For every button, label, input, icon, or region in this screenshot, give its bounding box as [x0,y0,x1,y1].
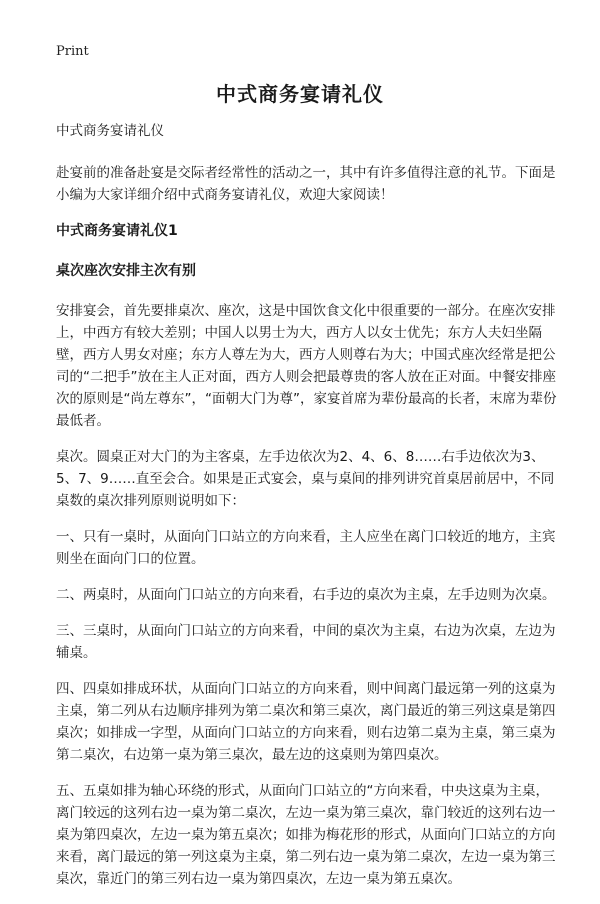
body-paragraph-6: 四、四桌如排成环状，从面向门口站立的方向来看，则中间离门最远第一列的这桌为主桌，第二列从右边顺序排列为第二桌次和第三桌次，离门最近的第三列这桌是第四桌次；如排成一字型，从面向门口站立的方向来看，则右边第二桌为主桌，第三桌为第二桌次，右边第一桌为第三桌次，最左边的这桌则为第四桌次。 [56,681,556,763]
intro-paragraph: 赴宴前的准备赴宴是交际者经常性的活动之一，其中有许多值得注意的礼节。下面是小编为大家详细介绍中式商务宴请礼仪，欢迎大家阅读！ [56,165,556,203]
section-heading: 中式商务宴请礼仪1 [56,223,178,239]
body-paragraph-5: 三、三桌时，从面向门口站立的方向来看，中间的桌次为主桌，右边为次桌，左边为辅桌。 [56,623,556,661]
body-paragraph-2: 桌次。圆桌正对大门的为主客桌，左手边依次为2、4、6、8……右手边依次为3、5、7、9……直至会合。如果是正式宴会，桌与桌间的排列讲究首桌居前居中，不同桌数的桌次排列原则说明如下： [56,449,555,509]
page-title: 中式商务宴请礼仪 [216,82,384,106]
body-paragraph-4: 二、两桌时，从面向门口站立的方向来看，右手边的桌次为主桌，左手边则为次桌。 [56,587,556,603]
body-paragraph-3: 一、只有一桌时，从面向门口站立的方向来看，主人应坐在离门口较近的地方，主宾则坐在面向门口的位置。 [56,529,556,567]
article-body [56,120,560,904]
print-link[interactable]: Print [56,44,89,59]
sub-heading: 桌次座次安排主次有别 [56,263,196,279]
article-subtitle: 中式商务宴请礼仪 [56,123,164,139]
body-paragraph-1: 安排宴会，首先要排桌次、座次，这是中国饮食文化中很重要的一部分。在座次安排上，中西方有较大差别；中国人以男士为大，西方人以女士优先；东方人夫妇坐隔壁，西方人男女对座；东方人尊左为大，西方人则尊右为大；中国式座次经常是把公司的“二把手”放在主人正对面，西方人则会把最尊贵的客人放在正对面。中餐安排座次的原则是“尚左尊东”，“面朝大门为尊”，家宴首席为辈份最高的长者，末席为辈份最低者。 [56,303,557,429]
body-paragraph-7: 五、五桌如排为轴心环绕的形式，从面向门口站立的“方向来看，中央这桌为主桌，离门较远的这列右边一桌为第二桌次，左边一桌为第三桌次，靠门较近的这列右边一桌为第四桌次，左边一桌为第五桌次；如排为梅花形的形式，从面向门口站立的方向来看，离门最远的第一列这桌为主桌，第二列右边一桌为第二桌次，左边一桌为第三桌次，靠近门的第三列右边一桌为第四桌次，左边一桌为第五桌次。 [56,783,556,887]
